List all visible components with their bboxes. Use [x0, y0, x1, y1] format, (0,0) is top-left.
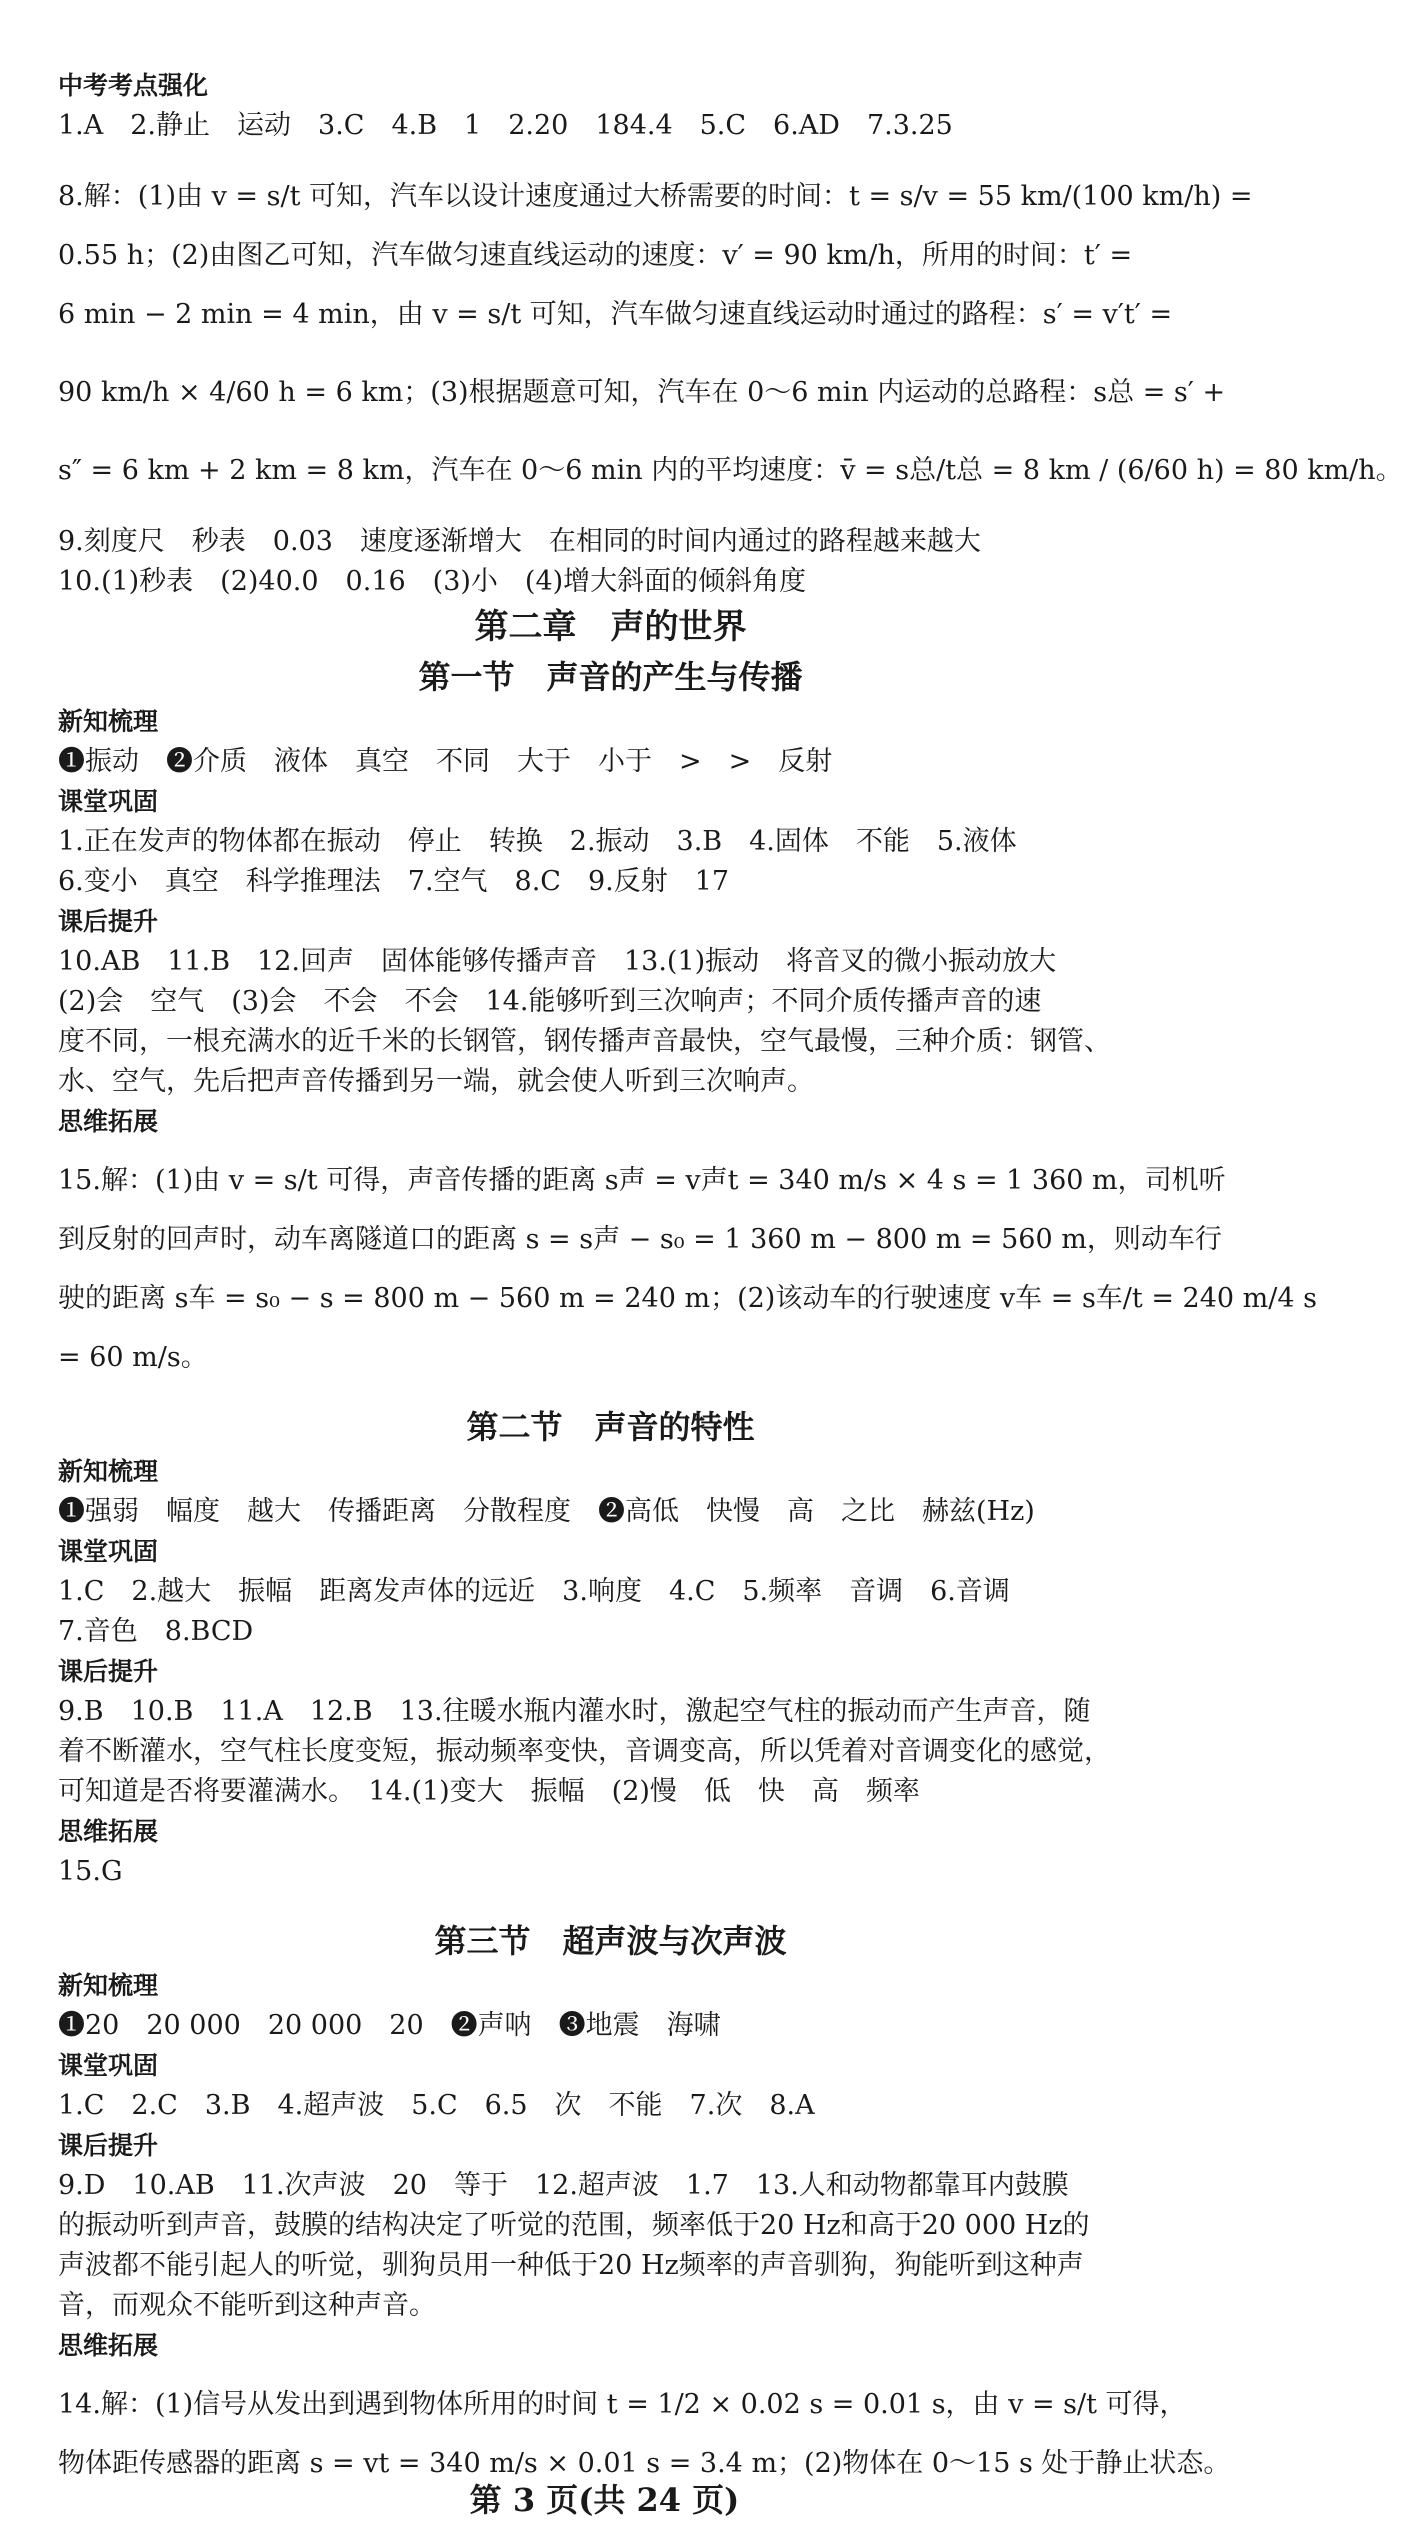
answer-line: 15.解：(1)由 v = s/t 可得，声音传播的距离 s声 = v声t = 340 m/s × 4 s = 1 360 m，司机听 — [58, 1165, 1226, 1196]
answer-line: 驶的距离 s车 = s₀ − s = 800 m − 560 m = 240 m；(2)该动车的行驶速度 v车 = s车/t = 240 m/4 s — [58, 1283, 1317, 1314]
answer-line: 14.解：(1)信号从发出到遇到物体所用的时间 t = 1/2 × 0.02 s = 0.01 s，由 v = s/t 可得， — [58, 2389, 1187, 2420]
answer-line: 1.A 2.静止 运动 3.C 4.B 1 2.20 184.4 5.C 6.AD 7.3.25 — [58, 110, 953, 141]
spacer — [58, 510, 1163, 522]
section-title: 第二节 声音的特性 — [466, 1408, 755, 1446]
answer-content — [58, 66, 1403, 2484]
section-label: 课后提升 — [58, 2131, 159, 2160]
section-label: 思维拓展 — [58, 1817, 159, 1846]
answer-line: 声波都不能引起人的听觉，驯狗员用一种低于20 Hz频率的声音驯狗，狗能听到这种声 — [58, 2250, 1084, 2281]
answer-line: ❶强弱 幅度 越大 传播距离 分散程度 ❷高低 快慢 高 之比 赫兹(Hz) — [58, 1496, 1035, 1527]
section-label: 新知梳理 — [58, 707, 159, 736]
spacer — [58, 1892, 1163, 1916]
answer-line: (2)会 空气 (3)会 不会 不会 14.能够听到三次响声；不同介质传播声音的速 — [58, 986, 1042, 1017]
answer-line: 1.C 2.C 3.B 4.超声波 5.C 6.5 次 不能 7.次 8.A — [58, 2090, 815, 2121]
answer-line: 10.(1)秒表 (2)40.0 0.16 (3)小 (4)增大斜面的倾斜角度 — [58, 566, 807, 597]
answer-line: 8.解：(1)由 v = s/t 可知，汽车以设计速度通过大桥需要的时间：t = s/v = 55 km/(100 km/h) = — [58, 181, 1253, 212]
answer-line: 着不断灌水，空气柱长度变短，振动频率变快，音调变高，所以凭着对音调变化的感觉， — [58, 1736, 1111, 1767]
answer-line: s″ = 6 km + 2 km = 8 km，汽车在 0～6 min 内的平均速度：v̄ = s总/t总 = 8 km / (6/60 h) = 80 km/h。 — [58, 455, 1403, 486]
chapter-title: 第二章 声的世界 — [474, 607, 747, 647]
answer-line: 水、空气，先后把声音传播到另一端，就会使人听到三次响声。 — [58, 1066, 814, 1097]
section-label: 课堂巩固 — [58, 1537, 159, 1566]
answer-line: 音，而观众不能听到这种声音。 — [58, 2290, 436, 2321]
answer-line: 90 km/h × 4/60 h = 6 km；(3)根据题意可知，汽车在 0～6 min 内运动的总路程：s总 = s′ + — [58, 377, 1226, 408]
answer-line: 6 min − 2 min = 4 min，由 v = s/t 可知，汽车做匀速直线运动时通过的路程：s′ = v′t′ = — [58, 299, 1173, 330]
page-footer: 第 3 页(共 24 页) — [469, 2481, 740, 2519]
answer-line: 10.AB 11.B 12.回声 固体能够传播声音 13.(1)振动 将音叉的微小振动放大 — [58, 946, 1057, 977]
answer-line: 1.正在发声的物体都在振动 停止 转换 2.振动 3.B 4.固体 不能 5.液体 — [58, 826, 1017, 857]
answer-line: 0.55 h；(2)由图乙可知，汽车做匀速直线运动的速度：v′ = 90 km/h，所用的时间：t′ = — [58, 240, 1133, 271]
section-label: 中考考点强化 — [58, 71, 209, 100]
answer-line: ❶20 20 000 20 000 20 ❷声呐 ❸地震 海啸 — [58, 2010, 721, 2041]
answer-line: 度不同，一根充满水的近千米的长钢管，钢传播声音最快，空气最慢，三种介质：钢管、 — [58, 1026, 1111, 1057]
section-title: 第三节 超声波与次声波 — [434, 1922, 787, 1960]
answer-line: 物体距传感器的距离 s = vt = 340 m/s × 0.01 s = 3.4 m；(2)物体在 0～15 s 处于静止状态。 — [58, 2448, 1231, 2479]
answer-line: 9.刻度尺 秒表 0.03 速度逐渐增大 在相同的时间内通过的路程越来越大 — [58, 526, 981, 557]
section-label: 思维拓展 — [58, 1107, 159, 1136]
answer-line: = 60 m/s。 — [58, 1342, 208, 1373]
section-label: 思维拓展 — [58, 2331, 159, 2360]
section-label: 课堂巩固 — [58, 2051, 159, 2080]
spacer — [58, 1378, 1163, 1402]
answer-line: 到反射的回声时，动车离隧道口的距离 s = s声 − s₀ = 1 360 m − 800 m = 560 m，则动车行 — [58, 1224, 1222, 1255]
answer-line: 7.音色 8.BCD — [58, 1616, 254, 1647]
answer-line: 9.D 10.AB 11.次声波 20 等于 12.超声波 1.7 13.人和动物都靠耳内鼓膜 — [58, 2170, 1069, 2201]
section-label: 新知梳理 — [58, 1457, 159, 1486]
section-label: 课后提升 — [58, 1657, 159, 1686]
section-title: 第一节 声音的产生与传播 — [418, 658, 803, 696]
section-label: 课后提升 — [58, 907, 159, 936]
answer-line: 6.变小 真空 科学推理法 7.空气 8.C 9.反射 17 — [58, 866, 730, 897]
answer-line: 可知道是否将要灌满水。 14.(1)变大 振幅 (2)慢 低 快 高 频率 — [58, 1776, 920, 1807]
answer-line: 9.B 10.B 11.A 12.B 13.往暖水瓶内灌水时，激起空气柱的振动而产生声音，随 — [58, 1696, 1091, 1727]
answer-line: 15.G — [58, 1856, 123, 1887]
section-label: 新知梳理 — [58, 1971, 159, 2000]
spacer — [58, 146, 1163, 158]
section-label: 课堂巩固 — [58, 787, 159, 816]
answer-line: 的振动听到声音，鼓膜的结构决定了听觉的范围，频率低于20 Hz和高于20 000 Hz的 — [58, 2210, 1090, 2241]
answer-line: ❶振动 ❷介质 液体 真空 不同 大于 小于 > > 反射 — [58, 746, 833, 777]
answer-line: 1.C 2.越大 振幅 距离发声体的远近 3.响度 4.C 5.频率 音调 6.音调 — [58, 1576, 1010, 1607]
